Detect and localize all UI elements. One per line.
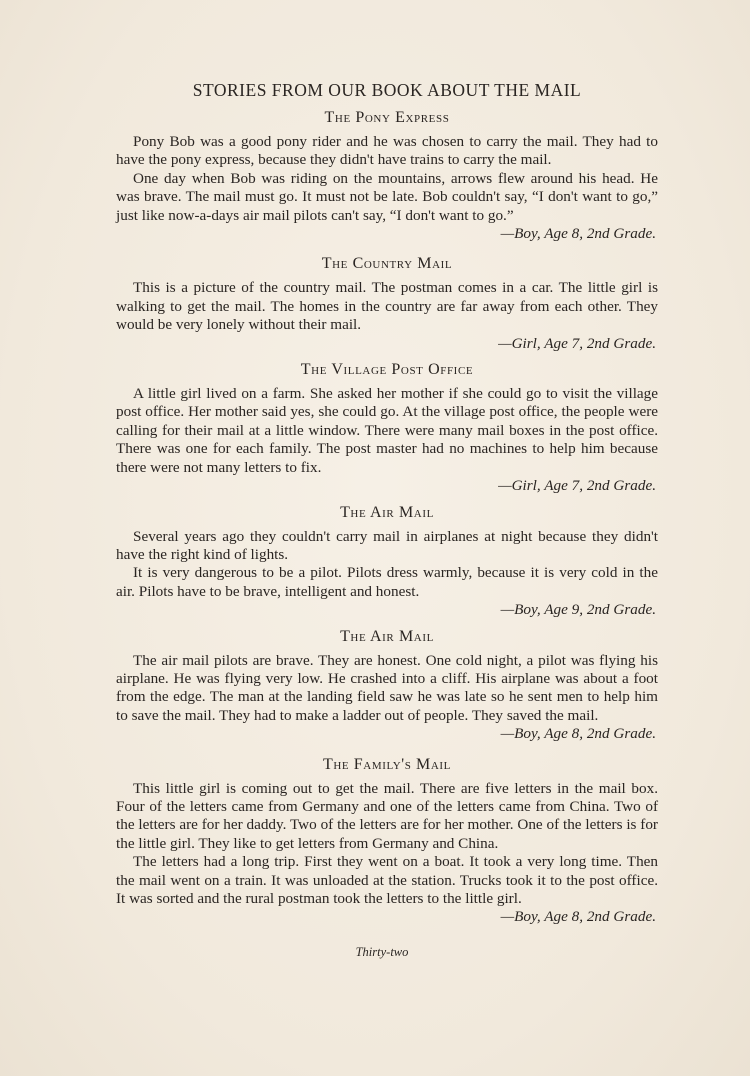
story-paragraph: It is very dangerous to be a pilot. Pilots dress warmly, because it is very cold in the air. Pilots have to be brave, intelligent and honest. — [116, 564, 658, 600]
story-paragraph: Several years ago they couldn't carry mail in airplanes at night because they didn't have the right kind of lights. — [116, 527, 658, 563]
page-number: Thirty-two — [355, 944, 409, 959]
story-signature: —Girl, Age 7, 2nd Grade. — [498, 477, 656, 495]
story-country-mail — [116, 255, 658, 353]
story-signature: —Boy, Age 8, 2nd Grade. — [500, 225, 656, 243]
story-paragraph: A little girl lived on a farm. She asked her mother if she could go to visit the village post office. Her mother said yes, she could go. At the village post office, the people were calling for their mail at a little window. There were many mail boxes in the post office. There was one for each family. The post master had no machines to help him because there were not many letters to fix. — [116, 385, 658, 476]
story-air-mail-1 — [116, 504, 658, 620]
story-title: The Air Mail — [340, 627, 434, 645]
story-village-post-office — [116, 361, 658, 495]
story-pony-express — [116, 109, 658, 251]
story-title: The Pony Express — [324, 109, 450, 126]
story-paragraph-text: The letters had a long trip. First they went on a boat. It took a very long time. Then the mail went on a train. It was unloaded at the station. Trucks took it to the post office. It was sorted and the rural postman took the letters to the little girl. — [116, 853, 658, 907]
story-signature: —Boy, Age 8, 2nd Grade. — [500, 725, 656, 743]
story-paragraph — [116, 853, 658, 926]
story-air-mail-2 — [116, 628, 658, 752]
story-paragraph: This is a picture of the country mail. The postman comes in a car. The little girl is walking to get the mail. The homes in the country are far away from each other. They would be very lonely without their mail. — [116, 279, 658, 334]
story-signature: —Boy, Age 9, 2nd Grade. — [500, 601, 656, 619]
story-signature: —Boy, Age 8, 2nd Grade. — [500, 908, 656, 926]
story-title: The Air Mail — [340, 503, 434, 521]
story-paragraph-text: One day when Bob was riding on the mountains, arrows flew around his head. He was brave. The mail must go. It must not be late. Bob couldn't say, “I don't want to go,” just like now-a-days air mail pilots can't say, “I don't want to go.” — [116, 169, 658, 224]
story-paragraph: This little girl is coming out to get the mail. There are five letters in the mail box. Four of the letters came from Germany and one of the letters came from China. Two of the letters are for her daddy. Two of the letters are for her mother. One of the letters is for the little girl. They like to get letters from Germany and China. — [116, 779, 658, 852]
story-title: The Village Post Office — [300, 361, 474, 379]
story-paragraph — [116, 169, 658, 243]
page-title: STORIES FROM OUR BOOK ABOUT THE MAIL — [192, 80, 582, 100]
story-title: The Country Mail — [321, 255, 453, 273]
story-signature: —Girl, Age 7, 2nd Grade. — [498, 334, 656, 352]
story-familys-mail — [116, 756, 658, 935]
story-paragraph: Pony Bob was a good pony rider and he was chosen to carry the mail. They had to have the pony express, because they didn't have trains to carry the mail. — [116, 133, 658, 169]
story-paragraph — [116, 651, 658, 743]
story-title: The Family's Mail — [322, 755, 452, 773]
story-paragraph-text: The air mail pilots are brave. They are honest. One cold night, a pilot was flying his airplane. He was flying very low. He crashed into a cliff. His airplane was about a foot from the edge. The man at the landing field saw he was late so he sent men to help him to save the mail. They had to make a ladder out of people. They saved the mail. — [116, 651, 658, 724]
